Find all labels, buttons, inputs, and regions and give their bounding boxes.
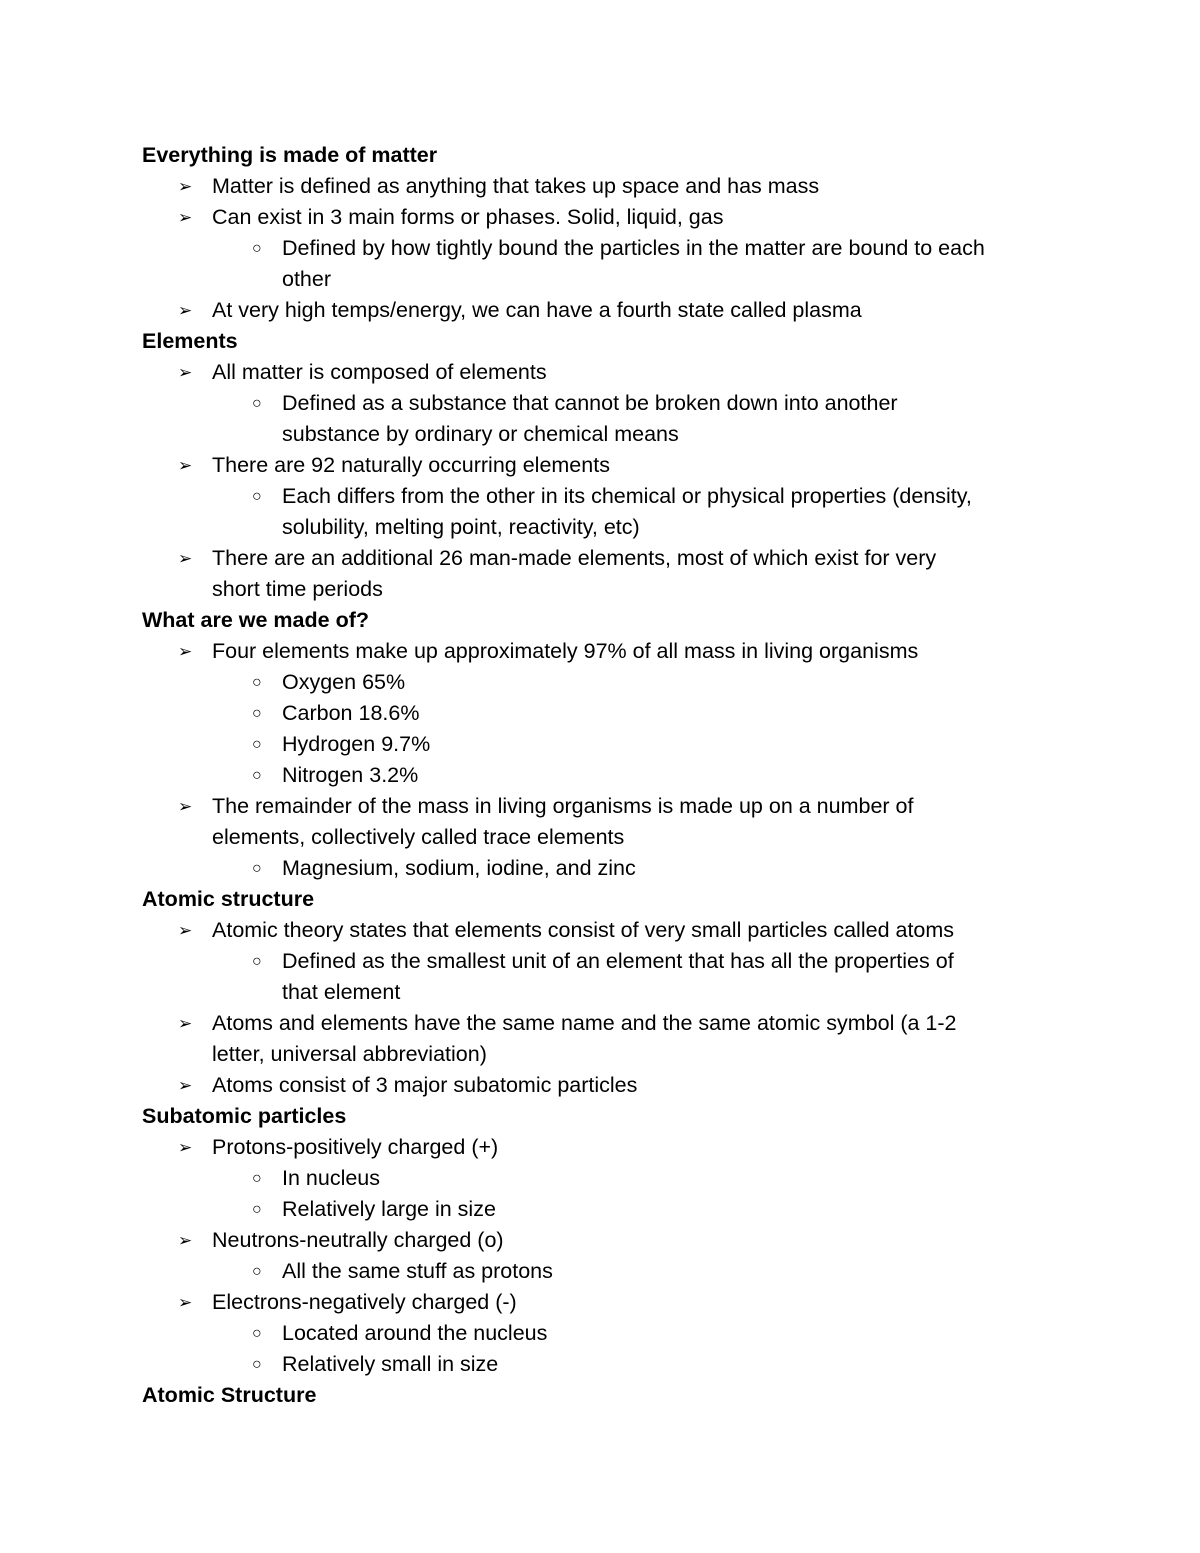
circle-bullet-icon: ○ [252, 860, 262, 877]
sub-bullet-item [142, 233, 1062, 264]
bullet-text: Relatively large in size [282, 1197, 496, 1221]
bullet-text: At very high temps/energy, we can have a fourth state called plasma [212, 298, 862, 322]
bullet-text: other [282, 267, 332, 291]
bullet-item [142, 791, 1062, 822]
bullet-text: Four elements make up approximately 97% of all mass in living organisms [212, 639, 919, 663]
bullet-continuation [142, 264, 1062, 295]
bullet-item [142, 1008, 1062, 1039]
circle-bullet-icon: ○ [252, 488, 262, 505]
bullet-text: elements, collectively called trace elements [212, 825, 625, 849]
arrow-bullet-icon: ➢ [178, 363, 193, 382]
sub-bullet-item [142, 853, 1062, 884]
arrow-bullet-icon: ➢ [178, 1231, 193, 1250]
sub-bullet-item [142, 760, 1062, 791]
bullet-text: Relatively small in size [282, 1352, 499, 1376]
circle-bullet-icon: ○ [252, 1263, 262, 1280]
bullet-item [142, 450, 1062, 481]
bullet-text: Defined by how tightly bound the particles in the matter are bound to each [282, 236, 985, 260]
bullet-item [142, 357, 1062, 388]
arrow-bullet-icon: ➢ [178, 797, 193, 816]
bullet-text: solubility, melting point, reactivity, etc) [282, 515, 640, 539]
bullet-item [142, 636, 1062, 667]
sub-bullet-item [142, 388, 1062, 419]
section [142, 140, 1062, 326]
bullet-item [142, 295, 1062, 326]
circle-bullet-icon: ○ [252, 240, 262, 257]
bullet-text: Atoms consist of 3 major subatomic particles [212, 1073, 638, 1097]
arrow-bullet-icon: ➢ [178, 456, 193, 475]
bullet-text: All matter is composed of elements [212, 360, 547, 384]
sub-bullet-item [142, 1256, 1062, 1287]
bullet-item [142, 171, 1062, 202]
sub-bullet-item [142, 1318, 1062, 1349]
section-heading: Elements [142, 329, 238, 353]
bullet-text: Nitrogen 3.2% [282, 763, 419, 787]
bullet-text: In nucleus [282, 1166, 381, 1190]
section-heading: Atomic Structure [142, 1383, 317, 1407]
arrow-bullet-icon: ➢ [178, 921, 193, 940]
bullet-text: There are 92 naturally occurring elements [212, 453, 610, 477]
circle-bullet-icon: ○ [252, 1170, 262, 1187]
bullet-text: Neutrons-neutrally charged (o) [212, 1228, 504, 1252]
section-heading: Atomic structure [142, 887, 315, 911]
bullet-item [142, 1287, 1062, 1318]
bullet-text: Matter is defined as anything that takes up space and has mass [212, 174, 820, 198]
bullet-item [142, 1070, 1062, 1101]
sub-bullet-item [142, 481, 1062, 512]
bullet-text: Can exist in 3 main forms or phases. Solid, liquid, gas [212, 205, 724, 229]
bullet-continuation [142, 512, 1062, 543]
sub-bullet-item [142, 1163, 1062, 1194]
arrow-bullet-icon: ➢ [178, 549, 193, 568]
bullet-text: Located around the nucleus [282, 1321, 548, 1345]
sub-bullet-item [142, 698, 1062, 729]
bullet-item [142, 202, 1062, 233]
bullet-text: There are an additional 26 man-made elements, most of which exist for very [212, 546, 937, 570]
bullet-text: Atomic theory states that elements consist of very small particles called atoms [212, 918, 955, 942]
bullet-text: Magnesium, sodium, iodine, and zinc [282, 856, 636, 880]
bullet-continuation [142, 822, 1062, 853]
bullet-text: Defined as a substance that cannot be broken down into another [282, 391, 898, 415]
bullet-item [142, 915, 1062, 946]
bullet-text: The remainder of the mass in living organisms is made up on a number of [212, 794, 914, 818]
bullet-text: Protons-positively charged (+) [212, 1135, 499, 1159]
bullet-text: short time periods [212, 577, 383, 601]
arrow-bullet-icon: ➢ [178, 208, 193, 227]
arrow-bullet-icon: ➢ [178, 642, 193, 661]
bullet-continuation [142, 1039, 1062, 1070]
bullet-text: that element [282, 980, 401, 1004]
bullet-item [142, 1225, 1062, 1256]
circle-bullet-icon: ○ [252, 395, 262, 412]
bullet-text: Oxygen 65% [282, 670, 406, 694]
bullet-text: Defined as the smallest unit of an element that has all the properties of [282, 949, 954, 973]
sub-bullet-item [142, 1349, 1062, 1380]
sub-bullet-item [142, 667, 1062, 698]
sub-bullet-item [142, 729, 1062, 760]
bullet-text: Electrons-negatively charged (-) [212, 1290, 517, 1314]
circle-bullet-icon: ○ [252, 1356, 262, 1373]
bullet-item [142, 1132, 1062, 1163]
arrow-bullet-icon: ➢ [178, 1293, 193, 1312]
bullet-continuation [142, 574, 1062, 605]
arrow-bullet-icon: ➢ [178, 1014, 193, 1033]
circle-bullet-icon: ○ [252, 1201, 262, 1218]
sub-bullet-item [142, 1194, 1062, 1225]
section-heading: Everything is made of matter [142, 143, 438, 167]
bullet-text: Each differs from the other in its chemical or physical properties (density, [282, 484, 972, 508]
notes-content [142, 140, 1062, 1411]
bullet-text: Atoms and elements have the same name and the same atomic symbol (a 1-2 [212, 1011, 957, 1035]
circle-bullet-icon: ○ [252, 953, 262, 970]
arrow-bullet-icon: ➢ [178, 1076, 193, 1095]
bullet-text: All the same stuff as protons [282, 1259, 553, 1283]
section [142, 884, 1062, 1101]
arrow-bullet-icon: ➢ [178, 1138, 193, 1157]
circle-bullet-icon: ○ [252, 736, 262, 753]
circle-bullet-icon: ○ [252, 674, 262, 691]
section-heading: What are we made of? [142, 608, 369, 632]
sub-bullet-item [142, 946, 1062, 977]
circle-bullet-icon: ○ [252, 767, 262, 784]
arrow-bullet-icon: ➢ [178, 177, 193, 196]
section [142, 605, 1062, 884]
arrow-bullet-icon: ➢ [178, 301, 193, 320]
bullet-item [142, 543, 1062, 574]
bullet-continuation [142, 419, 1062, 450]
circle-bullet-icon: ○ [252, 705, 262, 722]
bullet-text: Carbon 18.6% [282, 701, 420, 725]
section [142, 1380, 1062, 1411]
bullet-text: letter, universal abbreviation) [212, 1042, 487, 1066]
bullet-continuation [142, 977, 1062, 1008]
section [142, 1101, 1062, 1380]
bullet-text: Hydrogen 9.7% [282, 732, 431, 756]
section [142, 326, 1062, 605]
section-heading: Subatomic particles [142, 1104, 347, 1128]
bullet-text: substance by ordinary or chemical means [282, 422, 679, 446]
circle-bullet-icon: ○ [252, 1325, 262, 1342]
